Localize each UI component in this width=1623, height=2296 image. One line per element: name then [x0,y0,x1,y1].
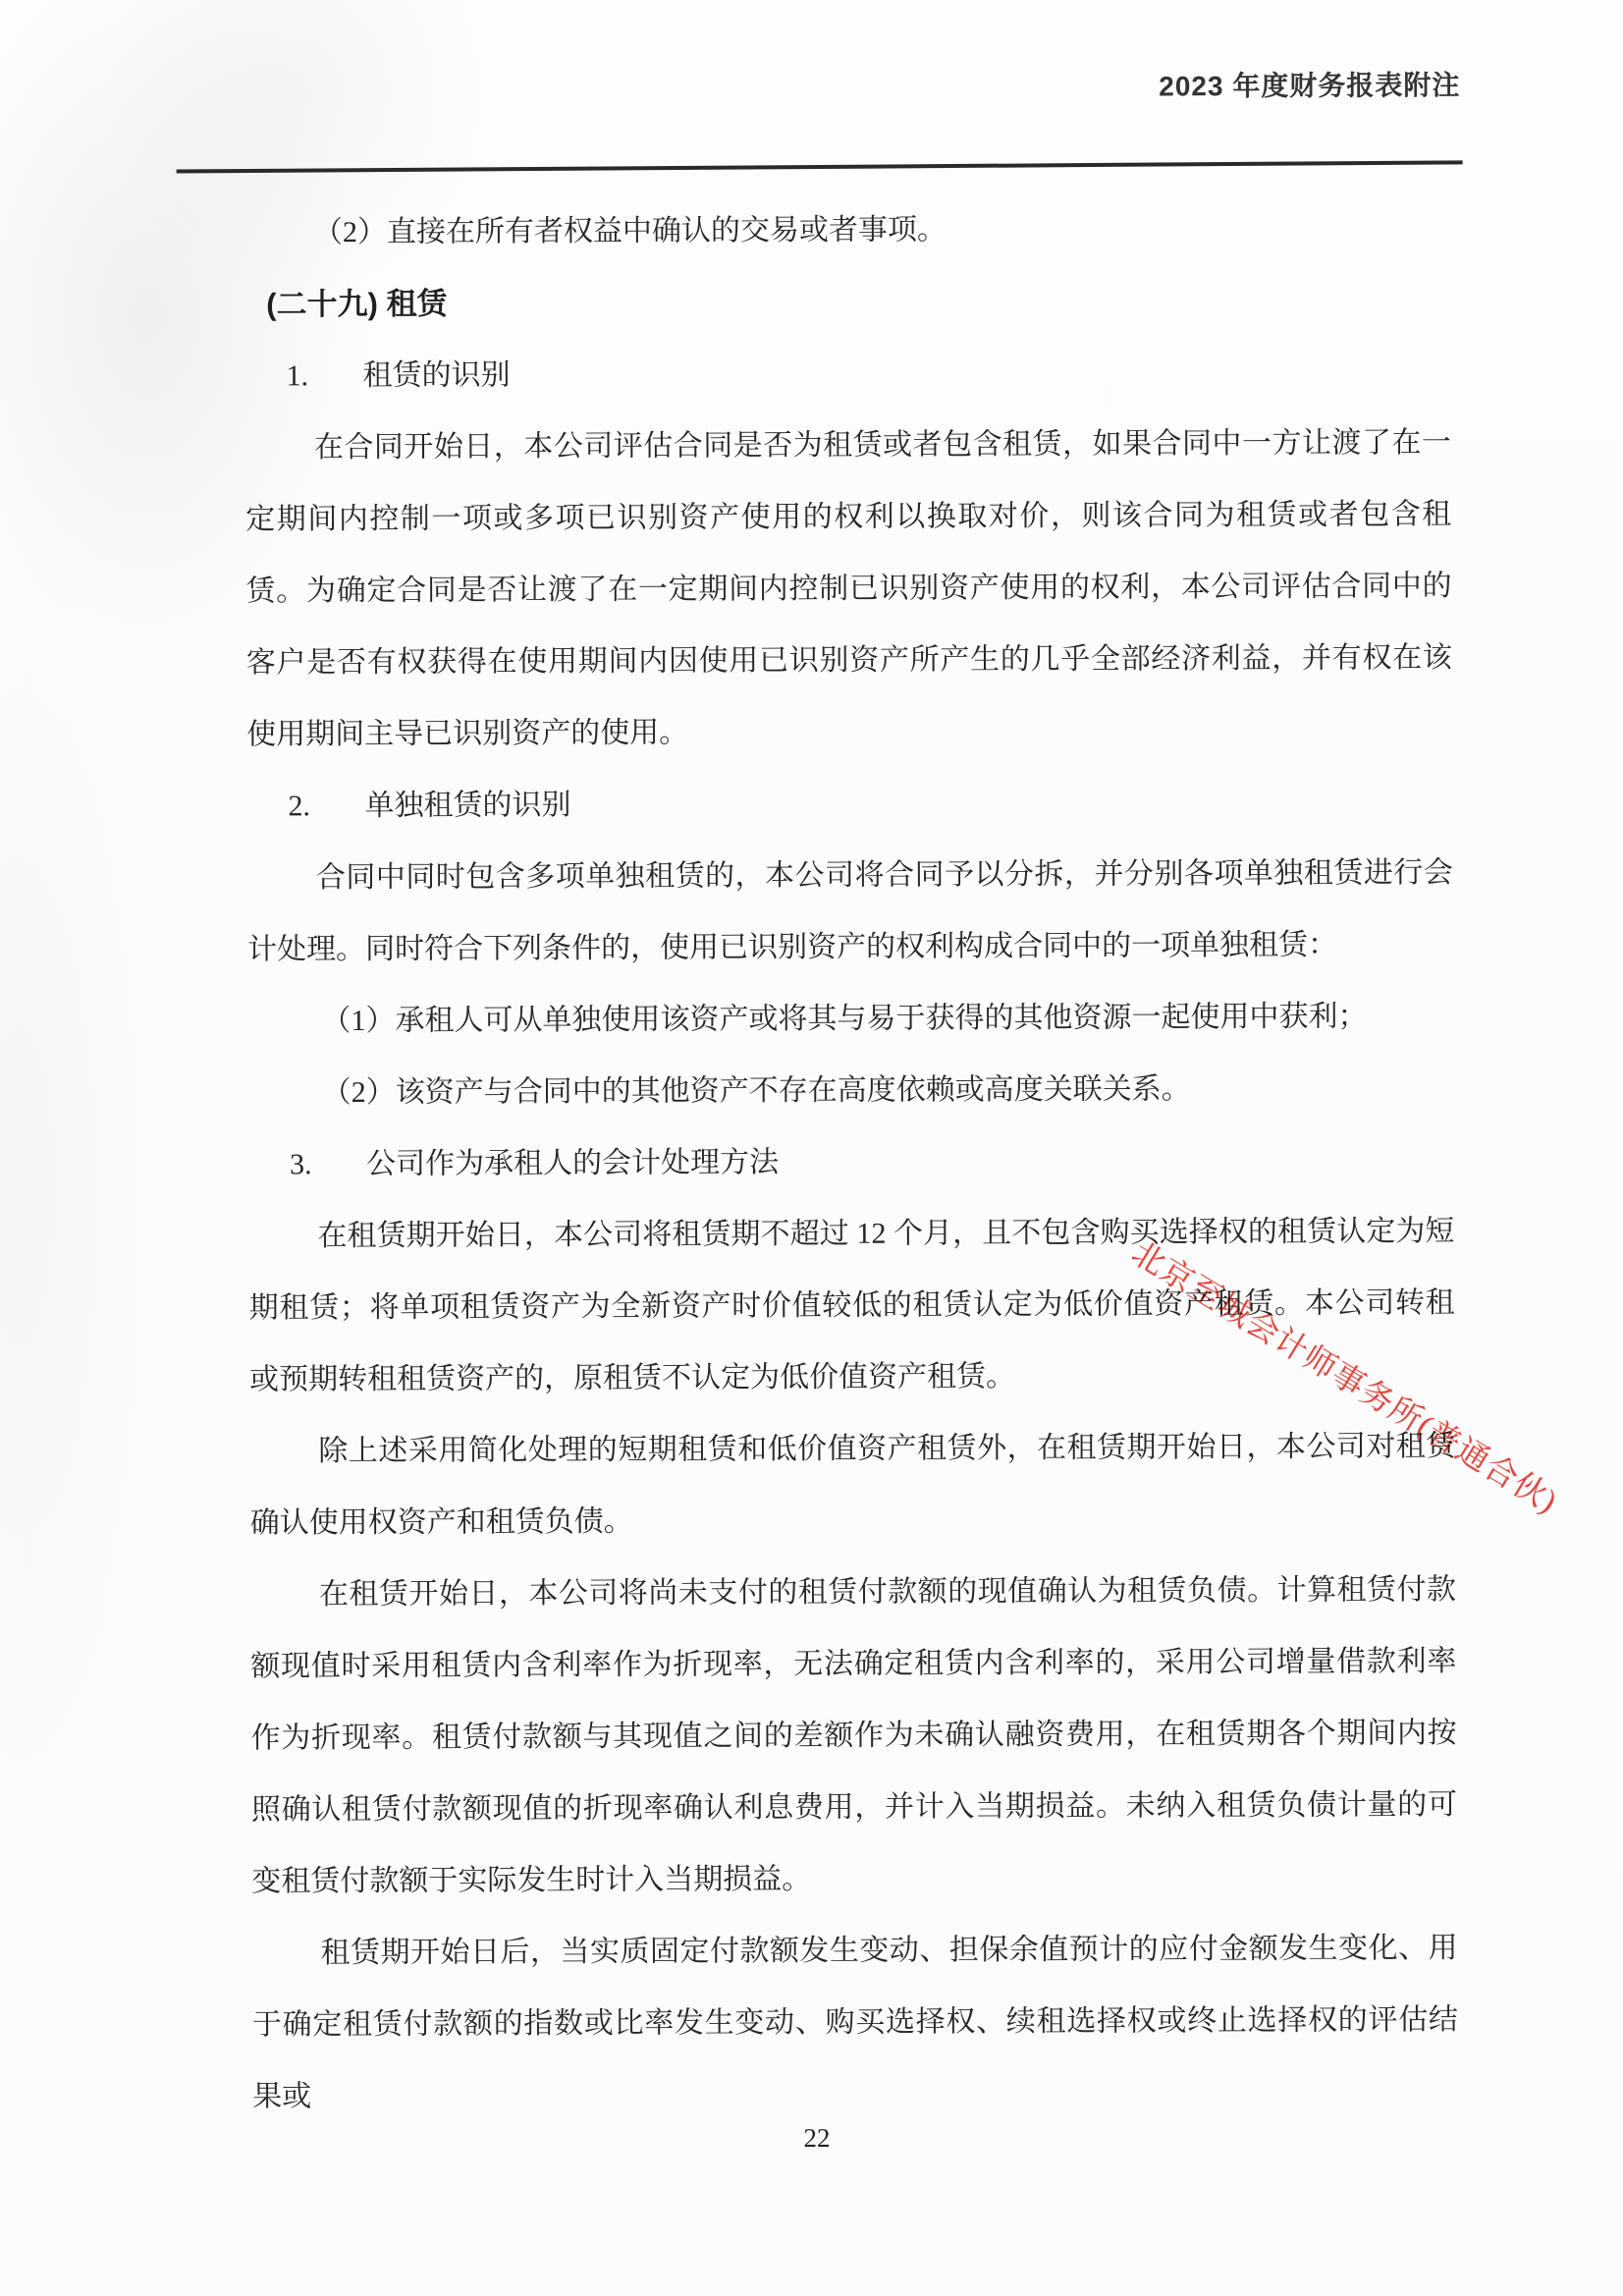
subheading-title: 租赁的识别 [362,358,511,392]
paragraph-short-term-lease: 在租赁期开始日，本公司将租赁期不超过 12 个月，且不包含购买选择权的租赁认定为短期租赁；将单项租赁资产为全新资产时价值较低的租赁认定为低价值资产租赁。本公司转租或预期转租租赁资产的，原租赁不认定为低价值资产租赁。 [248,1215,1455,1396]
paragraph-lease-identification: 在合同开始日，本公司评估合同是否为租赁或者包含租赁，如果合同中一方让渡了在一定期间内控制一项或多项已识别资产使用的权利以换取对价，则该合同为租赁或者包含租赁。为确定合同是否让渡了在一定期间内控制已识别资产使用的权利，本公司评估合同中的客户是否有权获得在使用期间内因使用已识别资产所产生的几乎全部经济利益，并有权在该使用期间主导已识别资产的使用。 [245,426,1452,751]
paragraph-remeasurement: 租赁期开始日后，当实质固定付款额发生变动、担保余值预计的应付金额发生变化、用于确定租赁付款额的指数或比率发生变动、购买选择权、续租选择权或终止选择权的评估结果或 [251,1932,1458,2113]
subheading-lessee-accounting [290,1123,1454,1200]
list-item-1: （1）承租人可从单独使用该资产或将其与易于获得的其他资源一起使用中获利； [321,1000,1368,1038]
paragraph-equity-item: （2）直接在所有者权益中确认的交易或者事项。 [312,213,947,249]
subheading-separate-lease [288,765,1452,842]
paragraph-separate-lease: 合同中同时包含多项单独租赁的，本公司将合同予以分拆，并分别各项单独租赁进行会计处理。同时符合下列条件的，使用已识别资产的权利构成合同中的一项单独租赁： [247,856,1453,966]
paragraph-right-of-use-asset: 除上述采用简化处理的短期租赁和低价值资产租赁外，在租赁期开始日，本公司对租赁确认使用权资产和租赁负债。 [249,1430,1456,1540]
audit-firm-stamp-watermark: 北京至城会计师事务所(普通合伙) [1125,1235,1564,1521]
header-title: 2023 年度财务报表附注 [1159,70,1461,102]
paragraph-lease-liability: 在租赁开始日，本公司将尚未支付的租赁付款额的现值确认为租赁负债。计算租赁付款额现值时采用租赁内含利率作为折现率，无法确定租赁内含利率的，采用公司增量借款利率作为折现率。租赁付款额与其现值之间的差额作为未确认融资费用，在租赁期各个期间内按照确认租赁付款额现值的折现率确认利息费用，并计入当期损益。未纳入租赁负债计量的可变租赁付款额于实际发生时计入当期损益。 [250,1573,1458,1898]
page-number: 22 [803,2122,831,2154]
subheading-lease-identification [286,335,1450,411]
subheading-title: 单独租赁的识别 [364,789,571,822]
subheading-number: 1. [286,359,309,393]
header-rule [177,160,1463,173]
subheading-number: 2. [288,790,311,823]
subheading-title: 公司作为承租人的会计处理方法 [366,1146,780,1180]
document-body [244,191,1459,2132]
subheading-number: 3. [290,1148,312,1181]
list-item-2: （2）该资产与合同中的其他资产不存在高度依赖或高度关联关系。 [321,1072,1191,1110]
section-heading-lease: (二十九) 租赁 [266,286,448,322]
